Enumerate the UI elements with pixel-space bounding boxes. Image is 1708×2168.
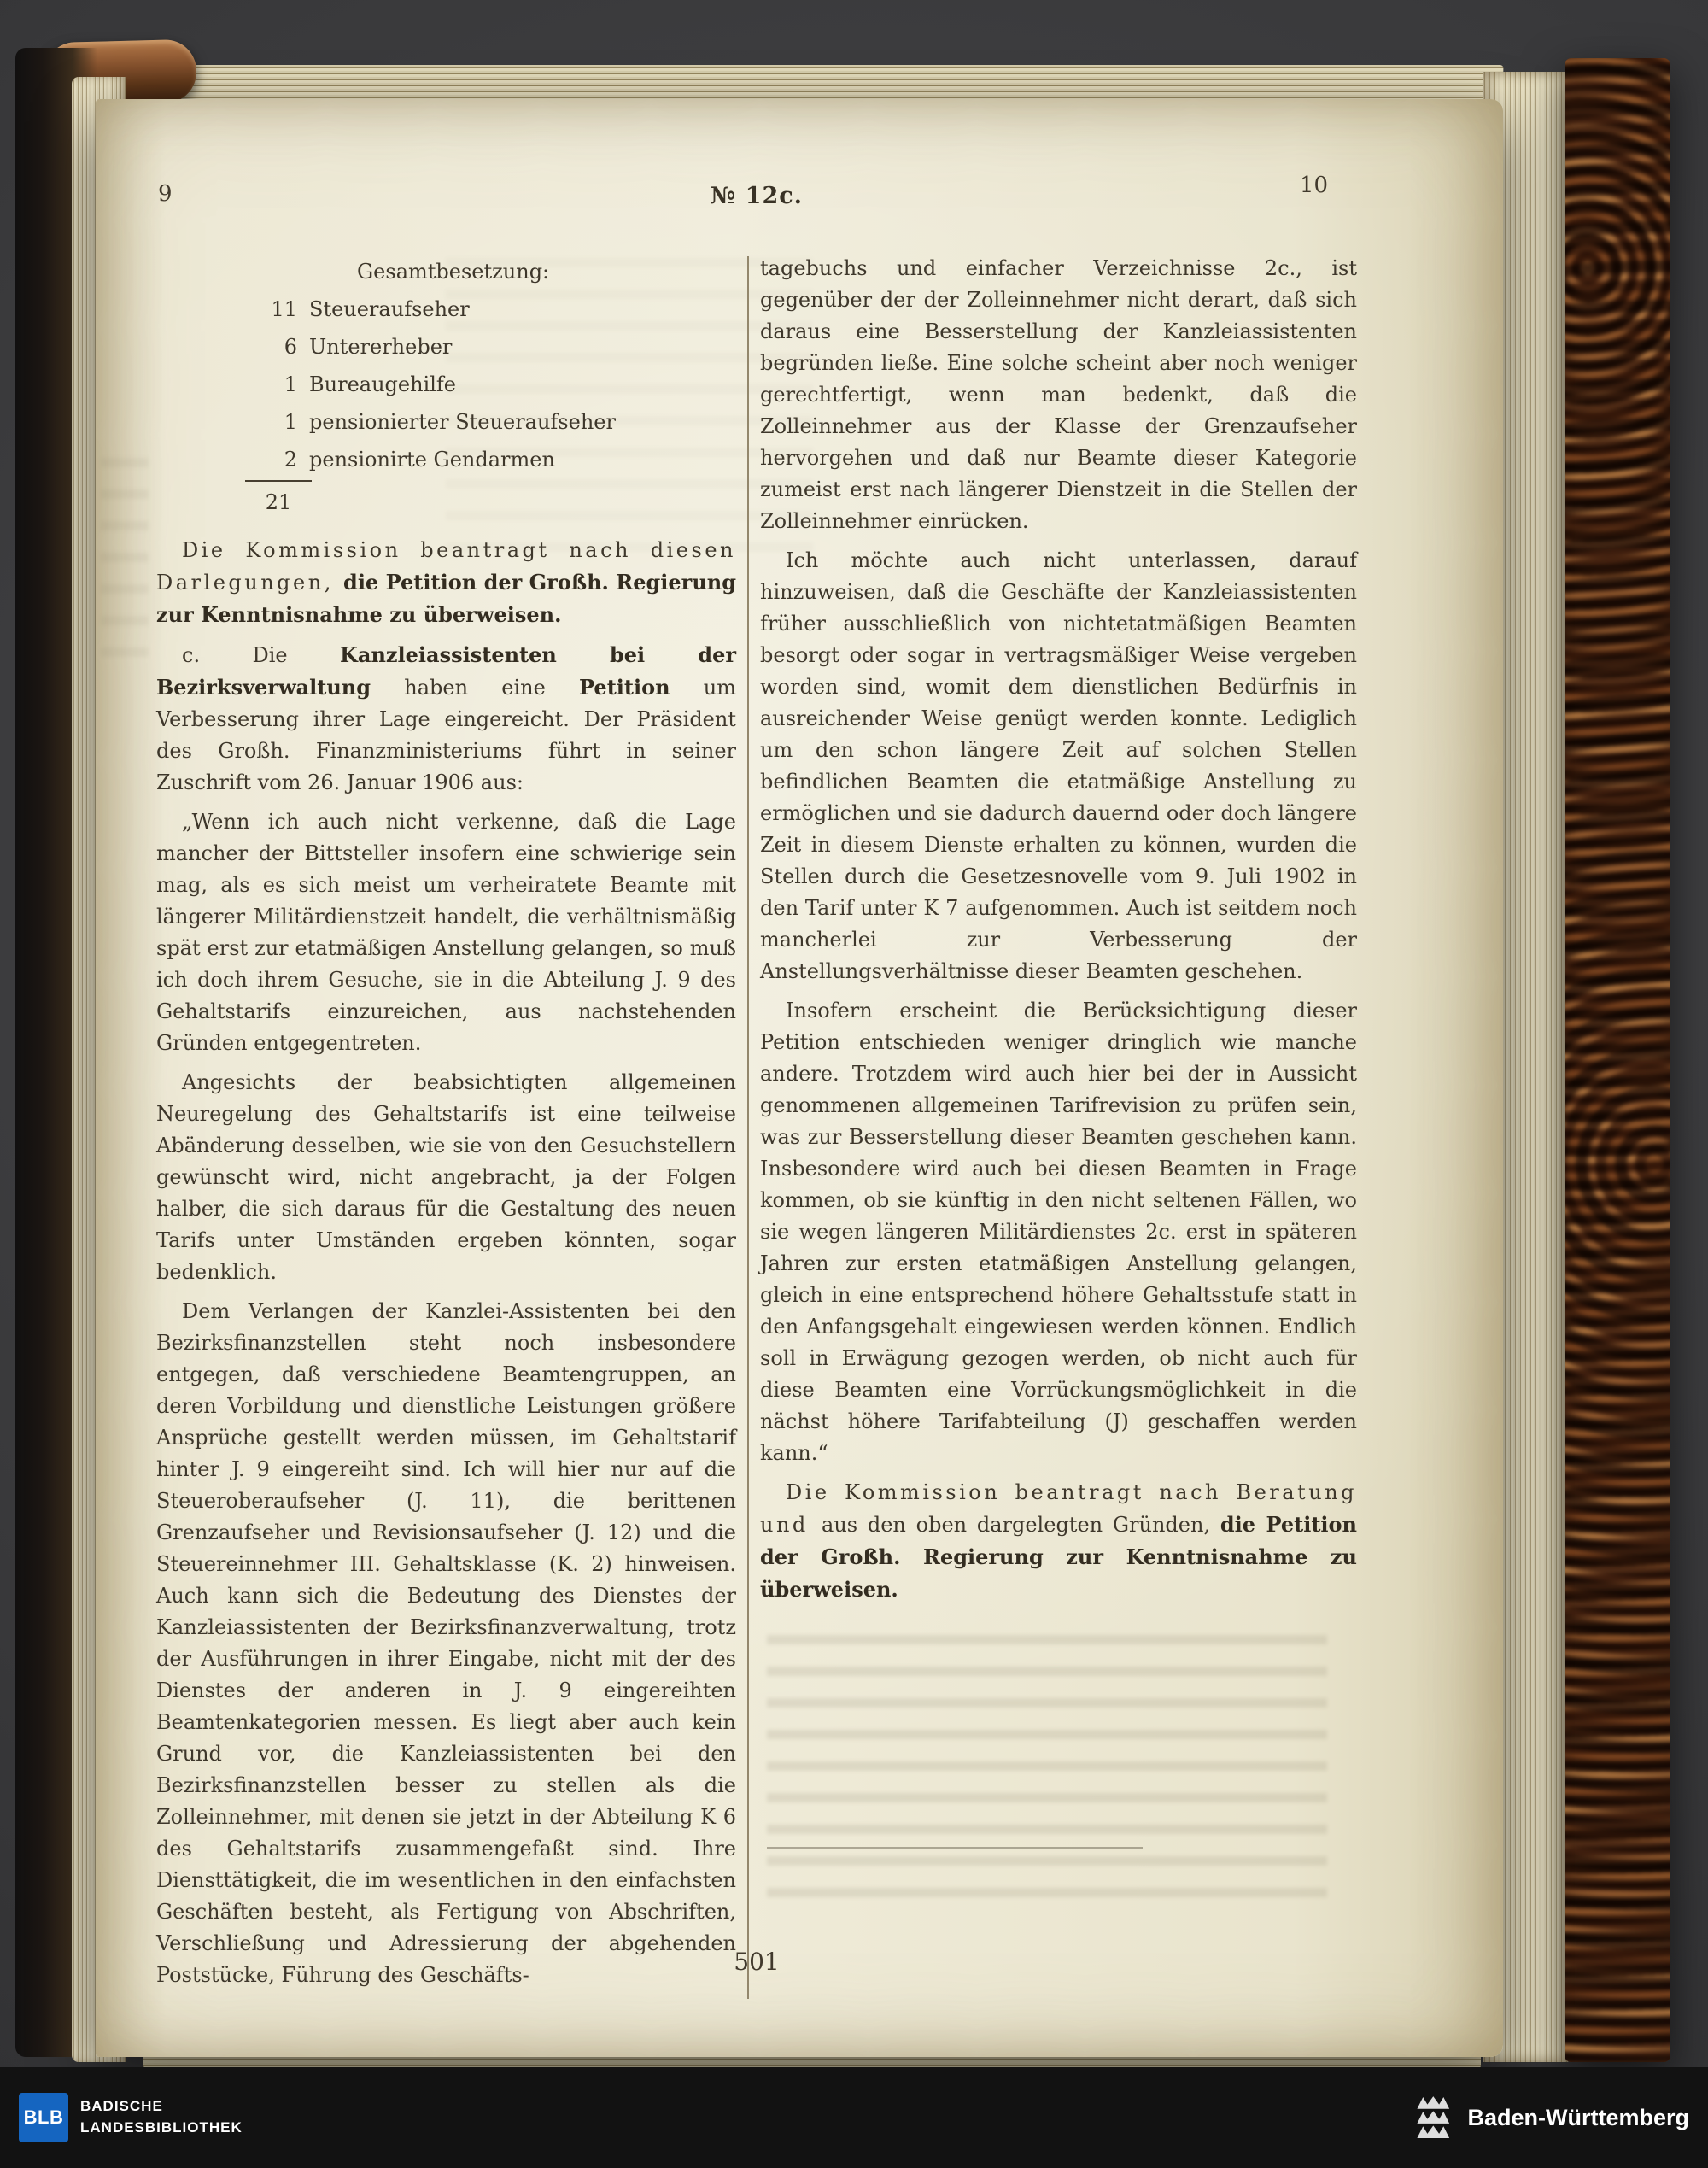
text: um Verbesserung ihrer Lage eingereicht. Der Präsident des Großh. Finanzministeriums führt in seiner Zuschrift vom 26. Januar 1906 aus:	[156, 676, 737, 794]
list-item	[156, 366, 736, 403]
text: aus den oben dargelegten Gründen,	[822, 1513, 1220, 1537]
item-label: Untererheber	[309, 335, 453, 359]
paragraph: Ich möchte auch nicht unterlassen, darauf hinzuweisen, daß die Geschäfte der Kanzleiassistenten früher ausschließlich von nichtetatmäßigen Beamten besorgt oder sogar in vertragsmäßiger Weise vergeben worden sind, womit dem dienstlichen Bedürfnis in ausreichender Weise genügt werden konnte. Lediglich um den schon längere Zeit auf solchen Stellen befindlichen Beamten die etatmäßige Anstellung zu ermöglichen und sie dadurch dauernd oder doch längere Zeit in diesem Dienste erhalten zu können, wurden die Stellen durch die Gesetzesnovelle vom 9. Juli 1902 in den Tarif unter K 7 aufgenommen. Auch ist seitdem noch mancherlei zur Verbesserung der Anstellungsverhältnisse dieser Beamten geschehen.	[760, 548, 1357, 983]
bold-text: Petition	[579, 675, 670, 700]
paragraph: Dem Verlangen der Kanzlei-Assistenten bei den Bezirksfinanzstellen steht noch insbesondere entgegen, daß verschiedene Beamtengruppen, an deren Vorbildung und dienstliche Leistungen größere Ansprüche gestellt werden müssen, im Gehaltstarif hinter J. 9 eingereiht sind. Ich will hier nur auf die Steueroberaufseher (J. 11), die berittenen Grenzaufseher und Revisionsaufseher (J. 12) und die Steuereinnehmer III. Gehaltsklasse (K. 2) hinweisen. Auch kann sich die Bedeutung des Dienstes der Kanzleiassistenten der Bezirksfinanzverwaltung, trotz der Ausführungen in ihrer Eingabe, nicht mit der des Dienstes der anderen in J. 9 eingereihten Beamtenkategorien messen. Es liegt aber auch kein Grund vor, die Kanzleiassistenten bei den Bezirksfinanzstellen besser zu stellen als die Zolleinnehmer, mit denen sie jetzt in der Abteilung K 6 des Gehaltstarifs zusammengefaßt sind. Ihre Diensttätigkeit, die im wesentlichen in den einfachsten Geschäften besteht, als Fertigung von Abschriften, Verschließung und Adressierung der abgehenden Poststücke, Führung des Geschäfts-	[156, 1299, 736, 1987]
paragraph-commission-motion	[156, 535, 736, 631]
list-item	[156, 290, 736, 328]
item-count: 6	[284, 335, 297, 359]
paragraph: Insofern erscheint die Berücksichtigung dieser Petition entschieden weniger dringlich wie manche andere. Trotzdem wird auch hier bei der in Aussicht genommenen allgemeinen Tarifrevision zu prüfen sein, was zur Besserstellung dieser Beamten geschehen kann. Insbesondere wird auch bei diesen Beamten in Frage kommen, ob sie künftig in den nicht seltenen Fällen, wo sie wegen längeren Militärdienstes 2c. erst in späteren Jahren zur ersten etatmäßigen Anstellung gelangen, gleich in eine entsprechend höhere Gehaltsstufe statt in den Anfangsgehalt eingewiesen werden können. Endlich soll in Erwägung gezogen werden, ob nicht auch für diese Beamten eine Vorrückungsmöglichkeit in die nächst höhere Tarifabteilung (J) geschaffen werden kann.“	[760, 999, 1357, 1465]
text: haben eine	[371, 676, 580, 700]
item-label: pensionirte Gendarmen	[309, 448, 555, 472]
item-count: 1	[284, 410, 297, 434]
list-title: Gesamtbesetzung:	[357, 260, 550, 284]
column-divider	[747, 256, 749, 1999]
page-number-right: 10	[1299, 173, 1328, 198]
library-name-line2: LANDESBIBLIOTHEK	[80, 2119, 243, 2136]
library-name-line1: BADISCHE	[80, 2098, 163, 2115]
baden-wuerttemberg-antlers-icon	[1414, 2095, 1455, 2141]
list-total: 21	[245, 480, 312, 521]
staff-list	[156, 253, 736, 521]
item-label: pensionierter Steueraufseher	[309, 410, 616, 434]
library-branding	[19, 2093, 243, 2142]
list-item	[156, 441, 736, 478]
item-label: Bureaugehilfe	[309, 372, 456, 396]
blb-logo: BLB	[19, 2093, 68, 2142]
bold-text: die Petition der Großh. Regierung zur Kenntnisnahme zu überweisen.	[156, 570, 736, 627]
left-column	[156, 253, 736, 1999]
paragraph-commission-motion	[760, 1477, 1357, 1606]
state-branding	[1414, 2095, 1689, 2141]
spaced-text: Die Kommission beantragt nach Beratung und	[760, 1480, 1357, 1537]
paragraph: „Wenn ich auch nicht verkenne, daß die Lage mancher der Bittsteller insofern eine schwierige sein mag, als es sich meist um verheiratete Beamte mit längerer Militärdienstzeit handelt, die verhältnismäßig spät erst zur etatmäßigen Anstellung gelangen, so muß ich doch ihrem Gesuche, sie in die Abteilung J. 9 des Gehaltstarifs einzureichen, aus nachstehenden Gründen entgegentreten.	[156, 810, 736, 1055]
book-page	[96, 99, 1503, 2057]
paragraph: Angesichts der beabsichtigten allgemeinen Neuregelung des Gehaltstarifs ist eine teilweise Abänderung desselben, wie sie von den Gesuchstellern gewünscht wird, nicht angebracht, ja der Folgen halber, die sich daraus für die Gestaltung des neuen Tarifs unter Umständen ergeben könnten, sogar bedenklich.	[156, 1070, 736, 1284]
spaced-text: Die Kommission beantragt nach diesen Darlegungen,	[156, 538, 736, 595]
branding-bar	[0, 2067, 1708, 2168]
page-number-bottom: 501	[734, 1948, 780, 1976]
paragraph: tagebuchs und einfacher Verzeichnisse 2c., ist gegenüber der der Zolleinnehmer nicht derart, daß sich daraus eine Besserstellung der Kanzleiassistenten begründen ließe. Eine solche scheint aber noch weniger gerechtfertigt, wenn man bedenkt, daß die Zolleinnehmer aus der Klasse der Grenzaufseher hervorgehen und daß nur Beamte dieser Kategorie zumeist erst nach längerer Dienstzeit in die Stellen der Zolleinnehmer einrücken.	[760, 256, 1357, 533]
item-count: 11	[271, 297, 297, 321]
item-label: Steueraufseher	[309, 297, 470, 321]
right-column	[760, 253, 1357, 1999]
book-photo	[15, 39, 1674, 2067]
text-columns	[156, 253, 1357, 1999]
item-count: 2	[284, 448, 297, 472]
bold-text: die Petition der Großh. Regierung zur Kenntnisnahme zu überweisen.	[760, 1512, 1358, 1602]
header-issue-number: № 12c.	[710, 183, 804, 209]
library-name	[80, 2096, 243, 2138]
list-item	[156, 403, 736, 441]
bold-text: Kanzleiassistenten bei der Bezirksverwaltung	[156, 642, 736, 700]
list-item	[156, 328, 736, 366]
page-number-left: 9	[158, 181, 173, 207]
paragraph-petition-intro	[156, 639, 736, 799]
page-header	[156, 173, 1357, 215]
text: c. Die	[182, 643, 341, 667]
item-count: 1	[284, 372, 297, 396]
show-through-patch	[101, 458, 149, 663]
state-name: Baden-Württemberg	[1467, 2104, 1689, 2130]
marbled-cover-board	[1565, 58, 1670, 2062]
